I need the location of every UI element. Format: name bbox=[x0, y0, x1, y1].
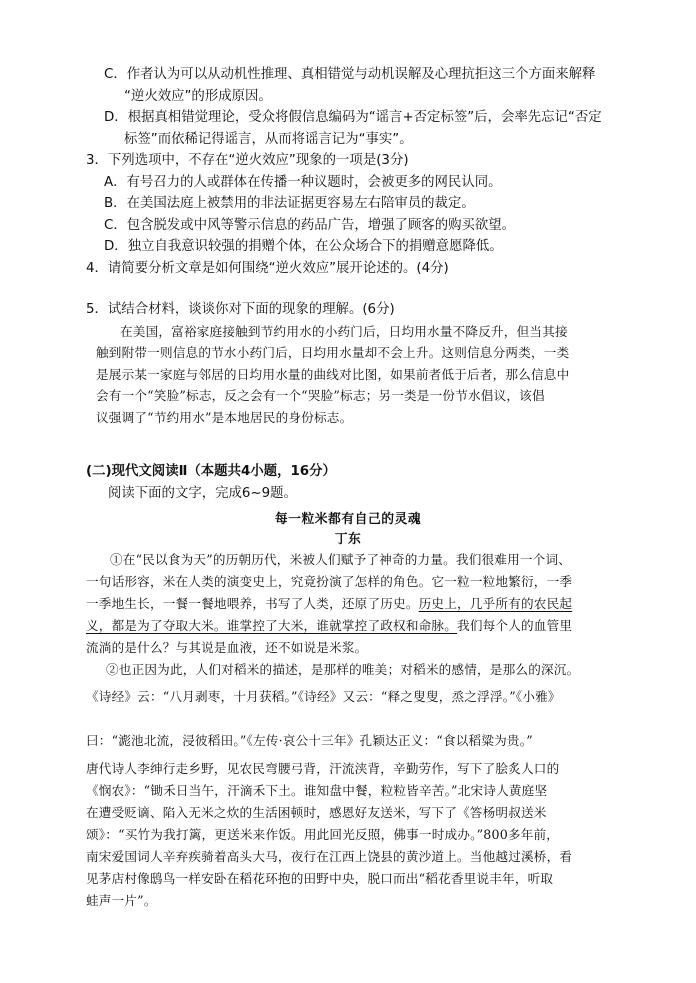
article-p1-line4-underlined: 义，都是为了夺取大米。谁掌控了大米，谁就掌控了政权和命脉。 bbox=[86, 618, 458, 633]
article-p3-line2: 《悯农》：“锄禾日当午，汗滴禾下土。谁知盘中餐，粒粒皆辛苦。”北宋诗人黄庭坚 bbox=[86, 783, 548, 798]
section2-instruction: 阅读下面的文字，完成6~9题。 bbox=[108, 486, 297, 501]
q3-option-b: B．在美国法庭上被禁用的非法证据更容易左右陪审员的裁定。 bbox=[104, 196, 475, 211]
q4-stem: 4．请简要分析文章是如何围绕“逆火效应”展开论述的。(4分) bbox=[86, 261, 449, 276]
article-p3-line7: 蛙声一片”。 bbox=[86, 893, 157, 908]
article-title: 每一粒米都有自己的灵魂 bbox=[274, 512, 422, 527]
q5-material-line1: 在美国，富裕家庭接触到节约用水的小药门后，日均用水量不降反升，但当其接 bbox=[120, 324, 568, 339]
q3-option-d: D．独立自我意识较强的捐赠个体，在公众场合下的捐赠意愿降低。 bbox=[104, 239, 503, 254]
section2-heading: (二)现代文阅读Ⅱ（本题共4小题，16分） bbox=[86, 464, 336, 479]
q4-option-c-line2: “逆火效应”的形成原因。 bbox=[124, 89, 272, 104]
article-p1-line3 bbox=[86, 594, 572, 614]
article-p3-line3: 在遭受贬谪、陷入无米之炊的生活困顿时，感恩好友送米，写下了《答杨明叔送米 bbox=[86, 805, 547, 820]
article-p1-line1: ①在“民以食为天”的历朝历代，米被人们赋予了神奇的力量。我们很难用一个词、 bbox=[110, 552, 572, 567]
article-p2-line3: 曰：“滮池北流，浸彼稻田。”《左传·哀公十三年》孔颖达正义：“食以稻粱为贵。” bbox=[86, 733, 533, 748]
article-p2-line2: 《诗经》云：“八月剥枣，十月获稻。”《诗经》又云：“释之叟叟，烝之浮浮。”《小雅》 bbox=[86, 689, 561, 704]
article-p3-line4: 颂》：“买竹为我打篱，更送米来作饭。用此回光反照，佛事一时成办。”800多年前， bbox=[86, 827, 560, 842]
q5-material-line4: 会有一个“笑脸”标志，反之会有一个“哭脸”标志；另一类是一份节水倡议，该倡 bbox=[96, 388, 545, 403]
q5-stem: 5．试结合材料，谈谈你对下面的现象的理解。(6分) bbox=[86, 302, 395, 317]
q3-option-c: C．包含脱发或中风等警示信息的药品广告，增强了顾客的购买欲望。 bbox=[104, 218, 516, 233]
q5-material-line2: 触到附带一则信息的节水小药门后，日均用水量却不会上升。这则信息分两类，一类 bbox=[96, 345, 570, 360]
article-p1-line4-plain: 我们每个人的血管里 bbox=[457, 618, 573, 633]
article-p3-line6: 见茅店村像鸱鸟一样安卧在稻花环抱的田野中央，脱口而出“稻花香里说丰年，听取 bbox=[86, 871, 554, 886]
q4-option-d-line1: D．根据真相错觉理论，受众将假信息编码为“谣言+否定标签”后，会率先忘记“否定 bbox=[104, 110, 602, 125]
article-p1-line3-underlined: 历史上，几乎所有的农民起 bbox=[418, 596, 573, 611]
article-p3-line1: 唐代诗人李绅行走乡野，见农民弯腰弓背，汗流浃背，辛勤劳作，写下了脍炙人口的 bbox=[86, 761, 560, 776]
article-p1-line2: 一句话形容，米在人类的演变史上，究竟扮演了怎样的角色。它一粒一粒地繁衍，一季 bbox=[86, 574, 573, 589]
article-p1-line4 bbox=[86, 616, 572, 636]
q5-material-line5: 议强调了“节约用水”是本地居民的身份标志。 bbox=[96, 410, 353, 425]
article-p1-line3-plain: 一季地生长，一餐一餐地喂养，书写了人类，还原了历史。 bbox=[86, 596, 419, 611]
q3-option-a: A．有号召力的人或群体在传播一种议题时，会被更多的网民认同。 bbox=[104, 175, 502, 190]
q4-option-c-line1: C．作者认为可以从动机性推理、真相错觉与动机误解及心理抗拒这三个方面来解释 bbox=[104, 67, 596, 82]
q4-option-d-line2: 标签”而依稀记得谣言，从而将谣言记为“事实”。 bbox=[124, 132, 413, 147]
article-p1-line5: 流淌的是什么？与其说是血液，还不如说是米浆。 bbox=[86, 640, 368, 655]
q5-material-line3: 是展示某一家庭与邻居的日均用水量的曲线对比图，如果前者低于后者，那么信息中 bbox=[96, 367, 570, 382]
article-p3-line5: 南宋爱国词人辛弃疾骑着高头大马，夜行在江西上饶县的黄沙道上。当他越过溪桥，看 bbox=[86, 849, 573, 864]
q3-stem: 3．下列选项中，不存在“逆火效应”现象的一项是(3分) bbox=[86, 153, 409, 168]
article-p2-line1: ②也正因为此，人们对稻米的描述，是那样的唯美；对稻米的感情，是那么的深沉。 bbox=[106, 662, 580, 677]
article-author: 丁东 bbox=[334, 532, 362, 547]
